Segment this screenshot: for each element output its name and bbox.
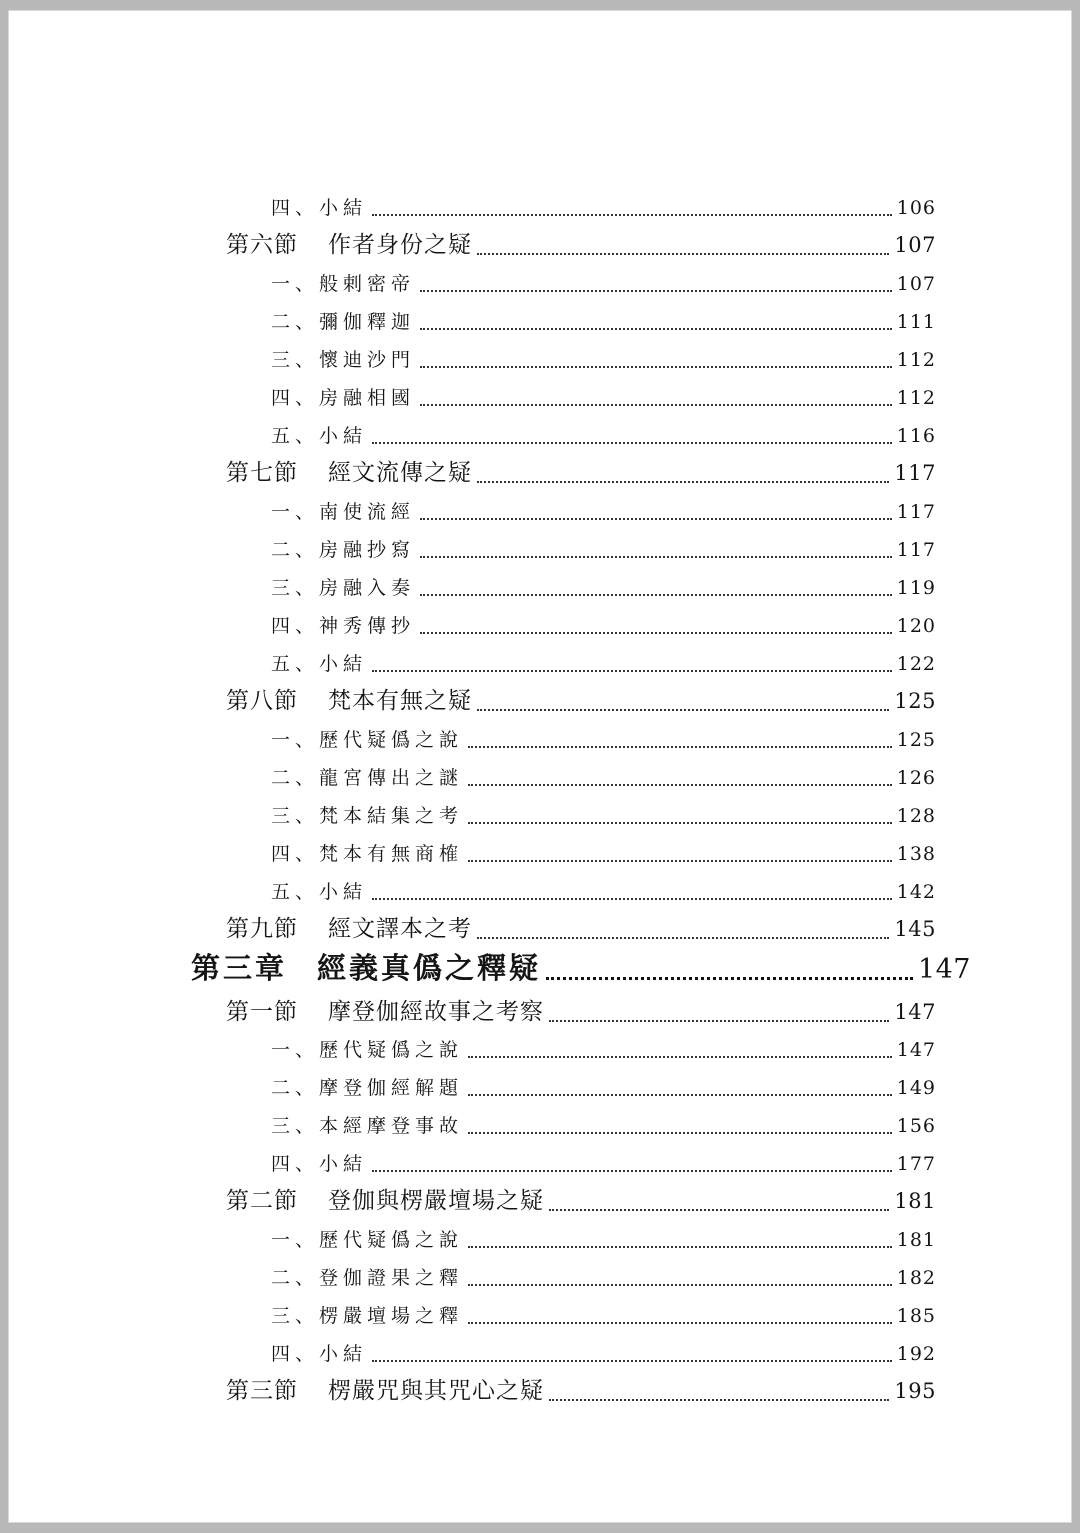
dot-leader xyxy=(468,822,892,824)
toc-item-row xyxy=(271,307,936,337)
dot-leader xyxy=(420,518,892,520)
toc-item-row xyxy=(271,877,936,907)
toc-item-label xyxy=(271,839,463,869)
toc-item-row xyxy=(271,573,936,603)
toc-title: 房融相國 xyxy=(319,387,416,409)
toc-title: 小結 xyxy=(319,425,368,447)
document-page xyxy=(8,10,1072,1523)
dot-leader xyxy=(468,860,892,862)
toc-number: 第七節 xyxy=(226,460,298,486)
toc-item-label xyxy=(271,611,415,641)
toc-page-number: 185 xyxy=(896,1305,936,1327)
toc-title: 般剌密帝 xyxy=(319,273,416,295)
toc-title: 歷代疑僞之說 xyxy=(319,1229,464,1251)
dot-leader xyxy=(468,746,892,748)
toc-item-label xyxy=(271,1111,463,1141)
toc-title: 小結 xyxy=(319,881,368,903)
toc-page-number: 107 xyxy=(894,233,936,257)
toc-item-label xyxy=(271,1301,463,1331)
dot-leader xyxy=(549,1020,889,1022)
toc-item-row xyxy=(271,725,936,755)
toc-title: 經文譯本之考 xyxy=(328,916,472,942)
toc-page-number: 156 xyxy=(896,1115,936,1137)
toc-title: 小結 xyxy=(319,653,368,675)
dot-leader xyxy=(549,1399,889,1401)
dot-leader xyxy=(372,1360,892,1362)
toc-section-label xyxy=(226,995,544,1029)
toc-page-number: 128 xyxy=(896,805,936,827)
toc-number: 四、 xyxy=(271,843,320,865)
dot-leader xyxy=(420,290,892,292)
toc-item-row xyxy=(271,1073,936,1103)
toc-title: 梵本有無之疑 xyxy=(328,688,472,714)
toc-title: 登伽證果之釋 xyxy=(319,1267,464,1289)
dot-leader xyxy=(477,481,889,483)
toc-item-label xyxy=(271,801,463,831)
toc-page-number: 147 xyxy=(896,1039,936,1061)
toc-number: 四、 xyxy=(271,1343,320,1365)
toc-section-label xyxy=(226,456,472,490)
toc-item-label xyxy=(271,193,367,223)
dot-leader xyxy=(372,214,892,216)
toc-number: 第八節 xyxy=(226,688,298,714)
toc-title: 小結 xyxy=(319,197,368,219)
dot-leader xyxy=(477,253,889,255)
dot-leader xyxy=(468,1246,892,1248)
toc-page-number: 117 xyxy=(896,501,936,523)
toc-item-row xyxy=(271,193,936,223)
dot-leader xyxy=(477,937,889,939)
toc-title: 小結 xyxy=(319,1343,368,1365)
toc-page-number: 147 xyxy=(894,1000,936,1024)
toc-page-number: 147 xyxy=(917,954,971,985)
toc-title: 摩登伽經解題 xyxy=(319,1077,464,1099)
toc-number: 二、 xyxy=(271,767,320,789)
toc-section-row xyxy=(226,228,936,262)
toc-page-number: 182 xyxy=(896,1267,936,1289)
toc-number: 三、 xyxy=(271,577,320,599)
toc-item-row xyxy=(271,269,936,299)
toc-section-row xyxy=(226,1184,936,1218)
toc-number: 第三節 xyxy=(226,1378,298,1404)
toc-item-label xyxy=(271,1225,463,1255)
toc-page-number: 122 xyxy=(896,653,936,675)
dot-leader xyxy=(372,1170,892,1172)
toc-number: 四、 xyxy=(271,615,320,637)
toc-title: 本經摩登事故 xyxy=(319,1115,464,1137)
toc-item-label xyxy=(271,1339,367,1369)
toc-item-label xyxy=(271,1263,463,1293)
toc-page-number: 106 xyxy=(896,197,936,219)
toc-title: 登伽與楞嚴壇場之疑 xyxy=(328,1188,544,1214)
toc-page-number: 112 xyxy=(896,349,936,371)
dot-leader xyxy=(549,1209,889,1211)
toc-title: 摩登伽經故事之考察 xyxy=(328,999,544,1025)
toc-title: 小結 xyxy=(319,1153,368,1175)
toc-item-label xyxy=(271,421,367,451)
toc-number: 三、 xyxy=(271,1115,320,1137)
toc-page-number: 125 xyxy=(896,729,936,751)
toc-title: 歷代疑僞之說 xyxy=(319,729,464,751)
toc-number: 二、 xyxy=(271,1267,320,1289)
toc-number: 第九節 xyxy=(226,916,298,942)
toc-section-row xyxy=(226,684,936,718)
toc-chapter-row xyxy=(191,947,971,989)
toc-page-number: 138 xyxy=(896,843,936,865)
toc-number: 二、 xyxy=(271,311,320,333)
toc-number: 二、 xyxy=(271,539,320,561)
toc-page-number: 117 xyxy=(894,461,936,485)
toc-number: 五、 xyxy=(271,425,320,447)
toc-section-row xyxy=(226,995,936,1029)
toc-section-label xyxy=(226,1184,544,1218)
toc-page-number: 117 xyxy=(896,539,936,561)
dot-leader xyxy=(468,1284,892,1286)
toc-item-row xyxy=(271,649,936,679)
toc-page-number: 181 xyxy=(896,1229,936,1251)
dot-leader xyxy=(372,442,892,444)
toc-title: 南使流經 xyxy=(319,501,416,523)
toc-page-number: 145 xyxy=(894,917,936,941)
toc-number: 五、 xyxy=(271,881,320,903)
toc-item-label xyxy=(271,725,463,755)
toc-section-label xyxy=(226,228,472,262)
toc-title: 房融入奏 xyxy=(319,577,416,599)
toc-number: 一、 xyxy=(271,1229,320,1251)
toc-number: 第二節 xyxy=(226,1188,298,1214)
dot-leader xyxy=(420,594,892,596)
toc-item-row xyxy=(271,1111,936,1141)
toc-item-row xyxy=(271,839,936,869)
toc-title: 歷代疑僞之說 xyxy=(319,1039,464,1061)
toc-number: 四、 xyxy=(271,1153,320,1175)
toc-title: 房融抄寫 xyxy=(319,539,416,561)
dot-leader xyxy=(468,1056,892,1058)
toc-page-number: 120 xyxy=(896,615,936,637)
toc-number: 三、 xyxy=(271,349,320,371)
toc-item-row xyxy=(271,801,936,831)
dot-leader xyxy=(420,328,892,330)
toc-item-row xyxy=(271,1301,936,1331)
dot-leader xyxy=(420,632,892,634)
toc-item-label xyxy=(271,649,367,679)
toc-page-number: 195 xyxy=(894,1379,936,1403)
toc-title: 作者身份之疑 xyxy=(328,232,472,258)
toc-item-label xyxy=(271,383,415,413)
toc-page-number: 181 xyxy=(894,1189,936,1213)
toc-item-row xyxy=(271,1339,936,1369)
dot-leader xyxy=(546,977,913,980)
toc-title: 經義真僞之釋疑 xyxy=(317,951,542,985)
toc-page-number: 112 xyxy=(896,387,936,409)
toc-section-label xyxy=(226,1374,544,1408)
toc-number: 三、 xyxy=(271,1305,320,1327)
toc-number: 一、 xyxy=(271,729,320,751)
toc-item-label xyxy=(271,1149,367,1179)
toc-section-row xyxy=(226,912,936,946)
toc-item-label xyxy=(271,1073,463,1103)
toc-item-row xyxy=(271,535,936,565)
toc-item-label xyxy=(271,1035,463,1065)
toc-number: 第一節 xyxy=(226,999,298,1025)
toc-item-row xyxy=(271,345,936,375)
toc-page-number: 126 xyxy=(896,767,936,789)
toc-number: 一、 xyxy=(271,501,320,523)
toc-item-label xyxy=(271,269,415,299)
toc-number: 四、 xyxy=(271,387,320,409)
toc-title: 經文流傳之疑 xyxy=(328,460,472,486)
dot-leader xyxy=(420,366,892,368)
toc-page-number: 111 xyxy=(896,311,936,333)
toc-section-label xyxy=(226,912,472,946)
toc-page-number: 119 xyxy=(896,577,936,599)
dot-leader xyxy=(477,709,889,711)
toc-section-row xyxy=(226,1374,936,1408)
toc-item-row xyxy=(271,611,936,641)
toc-item-label xyxy=(271,877,367,907)
toc-page-number: 116 xyxy=(896,425,936,447)
toc-page-number: 149 xyxy=(896,1077,936,1099)
toc-item-label xyxy=(271,497,415,527)
toc-title: 彌伽釋迦 xyxy=(319,311,416,333)
toc-section-label xyxy=(226,684,472,718)
toc-title: 神秀傳抄 xyxy=(319,615,416,637)
toc-title: 梵本有無商榷 xyxy=(319,843,464,865)
toc-item-row xyxy=(271,1225,936,1255)
toc-item-label xyxy=(271,307,415,337)
toc-item-row xyxy=(271,1035,936,1065)
toc-item-row xyxy=(271,497,936,527)
toc-item-label xyxy=(271,573,415,603)
toc-item-row xyxy=(271,1263,936,1293)
toc-title: 龍宮傳出之謎 xyxy=(319,767,464,789)
toc-number: 四、 xyxy=(271,197,320,219)
toc-number: 二、 xyxy=(271,1077,320,1099)
toc-page-number: 125 xyxy=(894,689,936,713)
toc-number: 三、 xyxy=(271,805,320,827)
dot-leader xyxy=(468,1322,892,1324)
toc-item-row xyxy=(271,763,936,793)
toc-page-number: 107 xyxy=(896,273,936,295)
toc-section-row xyxy=(226,456,936,490)
toc-title: 懷迪沙門 xyxy=(319,349,416,371)
dot-leader xyxy=(372,670,892,672)
toc-item-label xyxy=(271,763,463,793)
toc-page-number: 192 xyxy=(896,1343,936,1365)
toc-item-label xyxy=(271,535,415,565)
toc-item-label xyxy=(271,345,415,375)
toc-title: 梵本結集之考 xyxy=(319,805,464,827)
toc-page-number: 142 xyxy=(896,881,936,903)
toc-number: 五、 xyxy=(271,653,320,675)
toc-item-row xyxy=(271,383,936,413)
dot-leader xyxy=(420,404,892,406)
toc-number: 第六節 xyxy=(226,232,298,258)
toc-page-number: 177 xyxy=(896,1153,936,1175)
toc-title: 楞嚴壇場之釋 xyxy=(319,1305,464,1327)
toc-chapter-label xyxy=(191,947,541,989)
dot-leader xyxy=(468,1132,892,1134)
toc-item-row xyxy=(271,421,936,451)
dot-leader xyxy=(420,556,892,558)
dot-leader xyxy=(372,898,892,900)
toc-item-row xyxy=(271,1149,936,1179)
dot-leader xyxy=(468,1094,892,1096)
dot-leader xyxy=(468,784,892,786)
toc-number: 一、 xyxy=(271,1039,320,1061)
toc-number: 一、 xyxy=(271,273,320,295)
toc-number: 第三章 xyxy=(191,951,288,985)
toc-title: 楞嚴咒與其咒心之疑 xyxy=(328,1378,544,1404)
table-of-contents xyxy=(8,10,1072,1523)
